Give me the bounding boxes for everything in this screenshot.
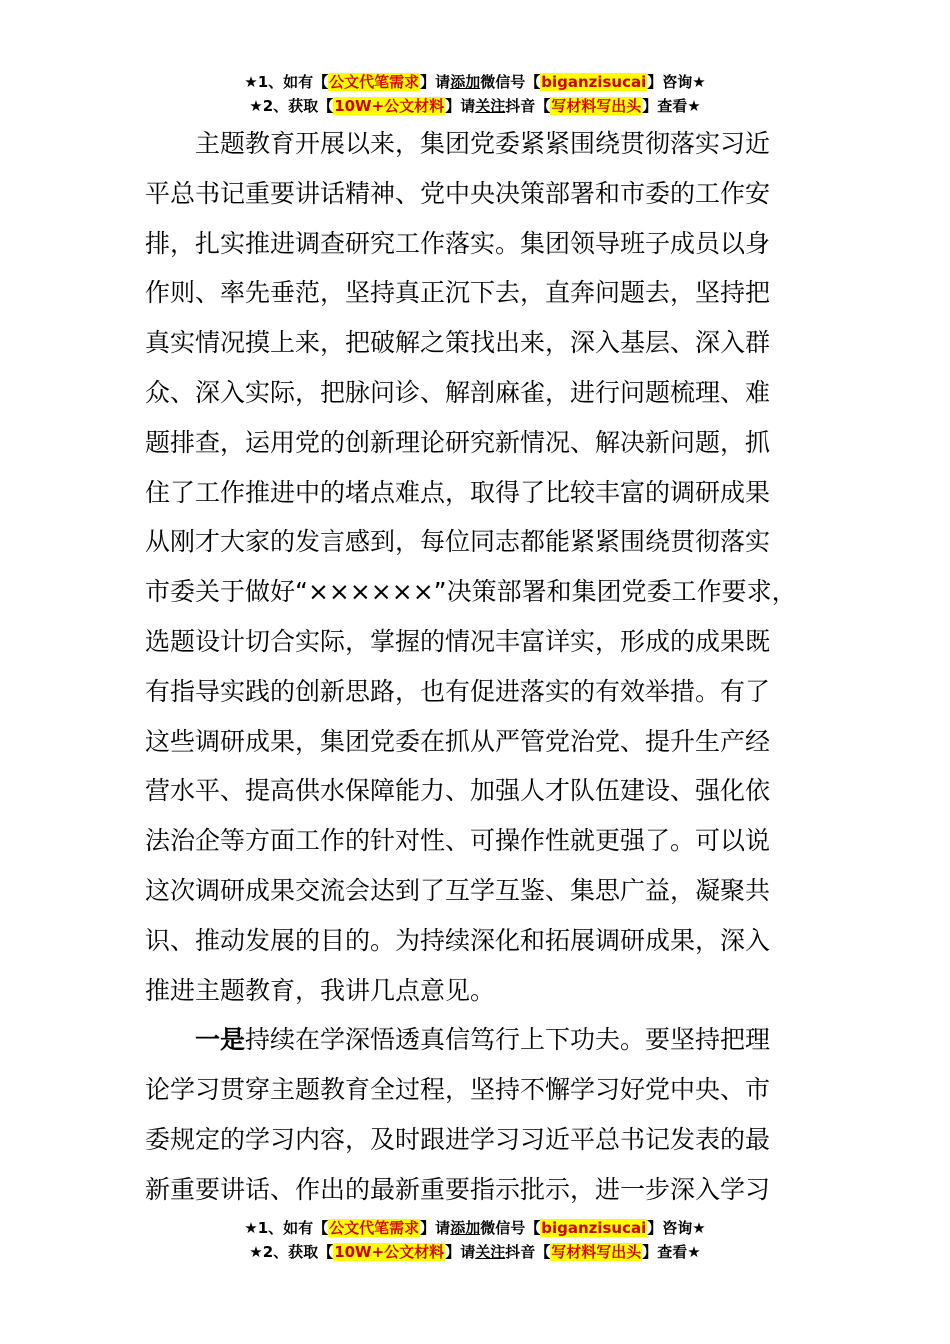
- text-line: 真实情况摸上来，把破解之策找出来，深入基层、深入群: [145, 328, 771, 358]
- banner-text: ★1、如有【: [244, 1219, 329, 1237]
- paragraph-1: [145, 119, 845, 1015]
- paragraph-2-first-line: [145, 1015, 845, 1065]
- banner-text: 】请: [445, 97, 476, 115]
- text-line: 识、推动发展的目的。为持续深化和拓展调研成果，深入: [145, 925, 771, 955]
- banner-text: 】咨询★: [647, 1219, 706, 1237]
- banner-text: ★1、如有【: [244, 73, 329, 91]
- text-line: 从刚才大家的发言感到，每位同志都能紧紧围绕贯彻落实: [145, 527, 771, 557]
- banner-line-2: [0, 94, 950, 118]
- highlight-tag: 写材料写出头: [551, 1243, 642, 1261]
- text-line: 新重要讲话、作出的最新重要指示批示，进一步深入学习: [145, 1174, 771, 1204]
- header-banner: [0, 70, 950, 118]
- banner-text: 】请: [420, 1219, 451, 1237]
- banner-text: ★2、获取【: [249, 97, 334, 115]
- underlined-text: 关注: [475, 1243, 506, 1261]
- underlined-text: 添加: [450, 73, 481, 91]
- text-line: 法治企等方面工作的针对性、可操作性就更强了。可以说: [145, 826, 771, 856]
- underlined-text: 添加: [450, 1219, 481, 1237]
- highlight-tag: 10W+公文材料: [334, 1243, 445, 1261]
- banner-text: 】查看★: [642, 1243, 701, 1261]
- text-line: 委规定的学习内容，及时跟进学习习近平总书记发表的最: [145, 1124, 771, 1154]
- text-line: 这次调研成果交流会达到了互学互鉴、集思广益，凝聚共: [145, 875, 771, 905]
- text-line: 众、深入实际，把脉问诊、解剖麻雀，进行问题梳理、难: [145, 377, 771, 407]
- text-line: 市委关于做好“××××××”决策部署和集团党委工作要求，: [145, 577, 797, 607]
- banner-text: 抖音【: [505, 97, 551, 115]
- banner-line-2: [0, 1240, 950, 1264]
- highlight-tag: 写材料写出头: [551, 97, 642, 115]
- footer-banner: [0, 1216, 950, 1264]
- highlight-tag: 公文代笔需求: [329, 1219, 420, 1237]
- text-line: 有指导实践的创新思路，也有促进落实的有效举措。有了: [145, 676, 771, 706]
- paragraph-2: [145, 1065, 845, 1214]
- text-line: 排，扎实推进调查研究工作落实。集团领导班子成员以身: [145, 228, 771, 258]
- text-line: 主题教育开展以来，集团党委紧紧围绕贯彻落实习近: [195, 129, 771, 158]
- banner-text: 】咨询★: [647, 73, 706, 91]
- banner-text: 抖音【: [505, 1243, 551, 1261]
- banner-text: 微信号【: [480, 73, 541, 91]
- banner-text: 】查看★: [642, 97, 701, 115]
- paragraph-text: 持续在学深悟透真信笃行上下功夫。要坚持把理: [245, 1025, 771, 1055]
- highlight-tag: 10W+公文材料: [334, 97, 445, 115]
- banner-text: 】请: [445, 1243, 476, 1261]
- paragraph-lead: 一是: [195, 1025, 246, 1055]
- banner-line-1: [0, 1216, 950, 1240]
- text-line: 论学习贯穿主题教育全过程，坚持不懈学习好党中央、市: [145, 1075, 771, 1105]
- banner-line-1: [0, 70, 950, 94]
- highlight-tag: 公文代笔需求: [329, 73, 420, 91]
- text-line: 选题设计切合实际，掌握的情况丰富详实，形成的成果既: [145, 626, 771, 656]
- banner-text: 微信号【: [480, 1219, 541, 1237]
- text-line: 这些调研成果，集团党委在抓从严管党治党、提升生产经: [145, 726, 771, 756]
- text-line: 平总书记重要讲话精神、党中央决策部署和市委的工作安: [145, 178, 771, 208]
- text-line: 住了工作推进中的堵点难点，取得了比较丰富的调研成果: [145, 477, 771, 507]
- banner-text: 】请: [420, 73, 451, 91]
- banner-text: ★2、获取【: [249, 1243, 334, 1261]
- document-body: [145, 119, 845, 1215]
- text-line: 营水平、提高供水保障能力、加强人才队伍建设、强化依: [145, 776, 771, 806]
- text-line: 作则、率先垂范，坚持真正沉下去，直奔问题去，坚持把: [145, 278, 771, 308]
- highlight-tag: biganzisucai: [541, 1219, 647, 1237]
- underlined-text: 关注: [475, 97, 506, 115]
- text-line: 题排查，运用党的创新理论研究新情况、解决新问题，抓: [145, 427, 771, 457]
- highlight-tag: biganzisucai: [541, 73, 647, 91]
- text-line: 推进主题教育，我讲几点意见。: [145, 975, 496, 1005]
